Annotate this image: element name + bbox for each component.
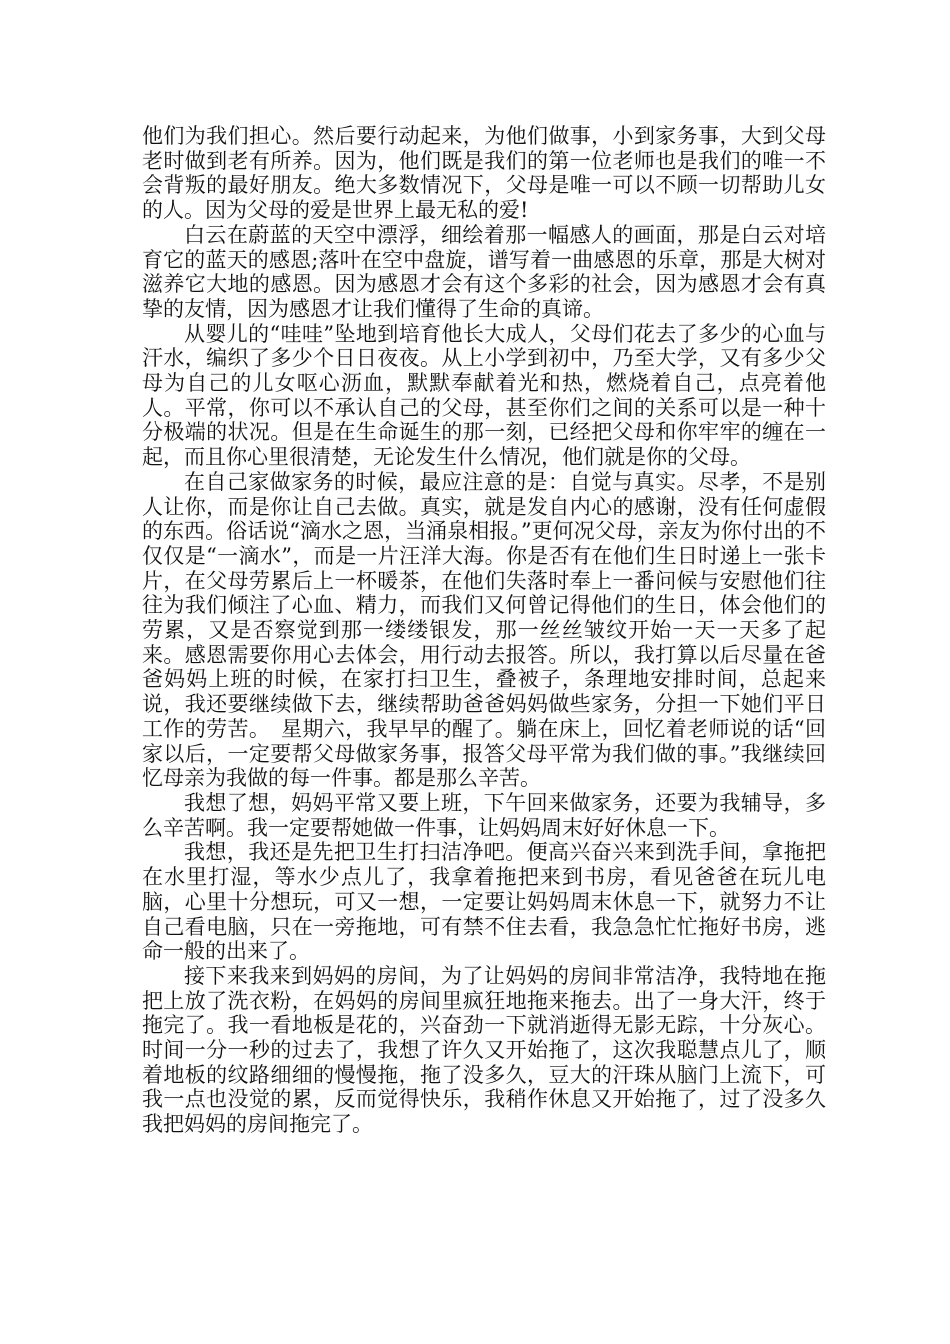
document-page bbox=[142, 124, 826, 1137]
paragraph-7: 接下来我来到妈妈的房间，为了让妈妈的房间非常洁净，我特地在拖把上放了洗衣粉，在妈妈的房间里疯狂地拖来拖去。出了一身大汗，终于拖完了。我一看地板是花的，兴奋劲一下就消逝得无影无踪，十分灰心。时间一分一秒的过去了，我想了许久又开始拖了，这次我聪慧点儿了，顺着地板的纹路细细的慢慢拖，拖了没多久，豆大的汗珠从脑门上流下，可我一点也没觉的累，反而觉得快乐，我稍作休息又开始拖了，过了没多久我把妈妈的房间拖完了。 bbox=[142, 963, 826, 1137]
paragraph-4: 在自己家做家务的时候，最应注意的是：自觉与真实。尽孝，不是别人让你，而是你让自己去做。真实，就是发自内心的感谢，没有任何虚假的东西。俗话说“滴水之恩，当涌泉相报。”更何况父母，亲友为你付出的不仅仅是“一滴水”，而是一片汪洋大海。你是否有在他们生日时递上一张卡片，在父母劳累后上一杯暖茶，在他们失落时奉上一番问候与安慰他们往往为我们倾注了心血、精力，而我们又何曾记得他们的生日，体会他们的劳累，又是否察觉到那一缕缕银发，那一丝丝皱纹开始一天一天多了起来。感恩需要你用心去体会，用行动去报答。所以，我打算以后尽量在爸爸妈妈上班的时候，在家打扫卫生，叠被子，条理地安排时间，总起来说，我还要继续做下去，继续帮助爸爸妈妈做些家务，分担一下她们平日工作的劳苦。 星期六，我早早的醒了。躺在床上，回忆着老师说的话“回家以后，一定要帮父母做家务事，报答父母平常为我们做的事。”我继续回忆母亲为我做的每一件事。都是那么辛苦。 bbox=[142, 469, 826, 791]
paragraph-5: 我想了想，妈妈平常又要上班，下午回来做家务，还要为我辅导，多么辛苦啊。我一定要帮她做一件事，让妈妈周末好好休息一下。 bbox=[142, 790, 826, 840]
paragraph-6: 我想，我还是先把卫生打扫洁净吧。便高兴奋兴来到洗手间，拿拖把在水里打湿，等水少点儿了，我拿着拖把来到书房，看见爸爸在玩儿电脑，心里十分想玩，可又一想，一定要让妈妈周末休息一下，就努力不让自己看电脑，只在一旁拖地，可有禁不住去看，我急急忙忙拖好书房，逃命一般的出来了。 bbox=[142, 840, 826, 964]
paragraph-2: 白云在蔚蓝的天空中漂浮，细绘着那一幅感人的画面，那是白云对培育它的蓝天的感恩;落叶在空中盘旋，谱写着一曲感恩的乐章，那是大树对滋养它大地的感恩。因为感恩才会有这个多彩的社会，因为感恩才会有真挚的友情，因为感恩才让我们懂得了生命的真谛。 bbox=[142, 222, 826, 321]
paragraph-3: 从婴儿的“哇哇”坠地到培育他长大成人，父母们花去了多少的心血与汗水，编织了多少个日日夜夜。从上小学到初中，乃至大学，又有多少父母为自己的儿女呕心沥血，默默奉献着光和热，燃烧着自己，点亮着他人。平常，你可以不承认自己的父母，甚至你们之间的关系可以是一种十分极端的状况。但是在生命诞生的那一刻，已经把父母和你牢牢的缠在一起，而且你心里很清楚，无论发生什么情况，他们就是你的父母。 bbox=[142, 321, 826, 470]
paragraph-1: 他们为我们担心。然后要行动起来，为他们做事，小到家务事，大到父母老时做到老有所养。因为，他们既是我们的第一位老师也是我们的唯一不会背叛的最好朋友。绝大多数情况下，父母是唯一可以不顾一切帮助儿女的人。因为父母的爱是世界上最无私的爱! bbox=[142, 124, 826, 223]
